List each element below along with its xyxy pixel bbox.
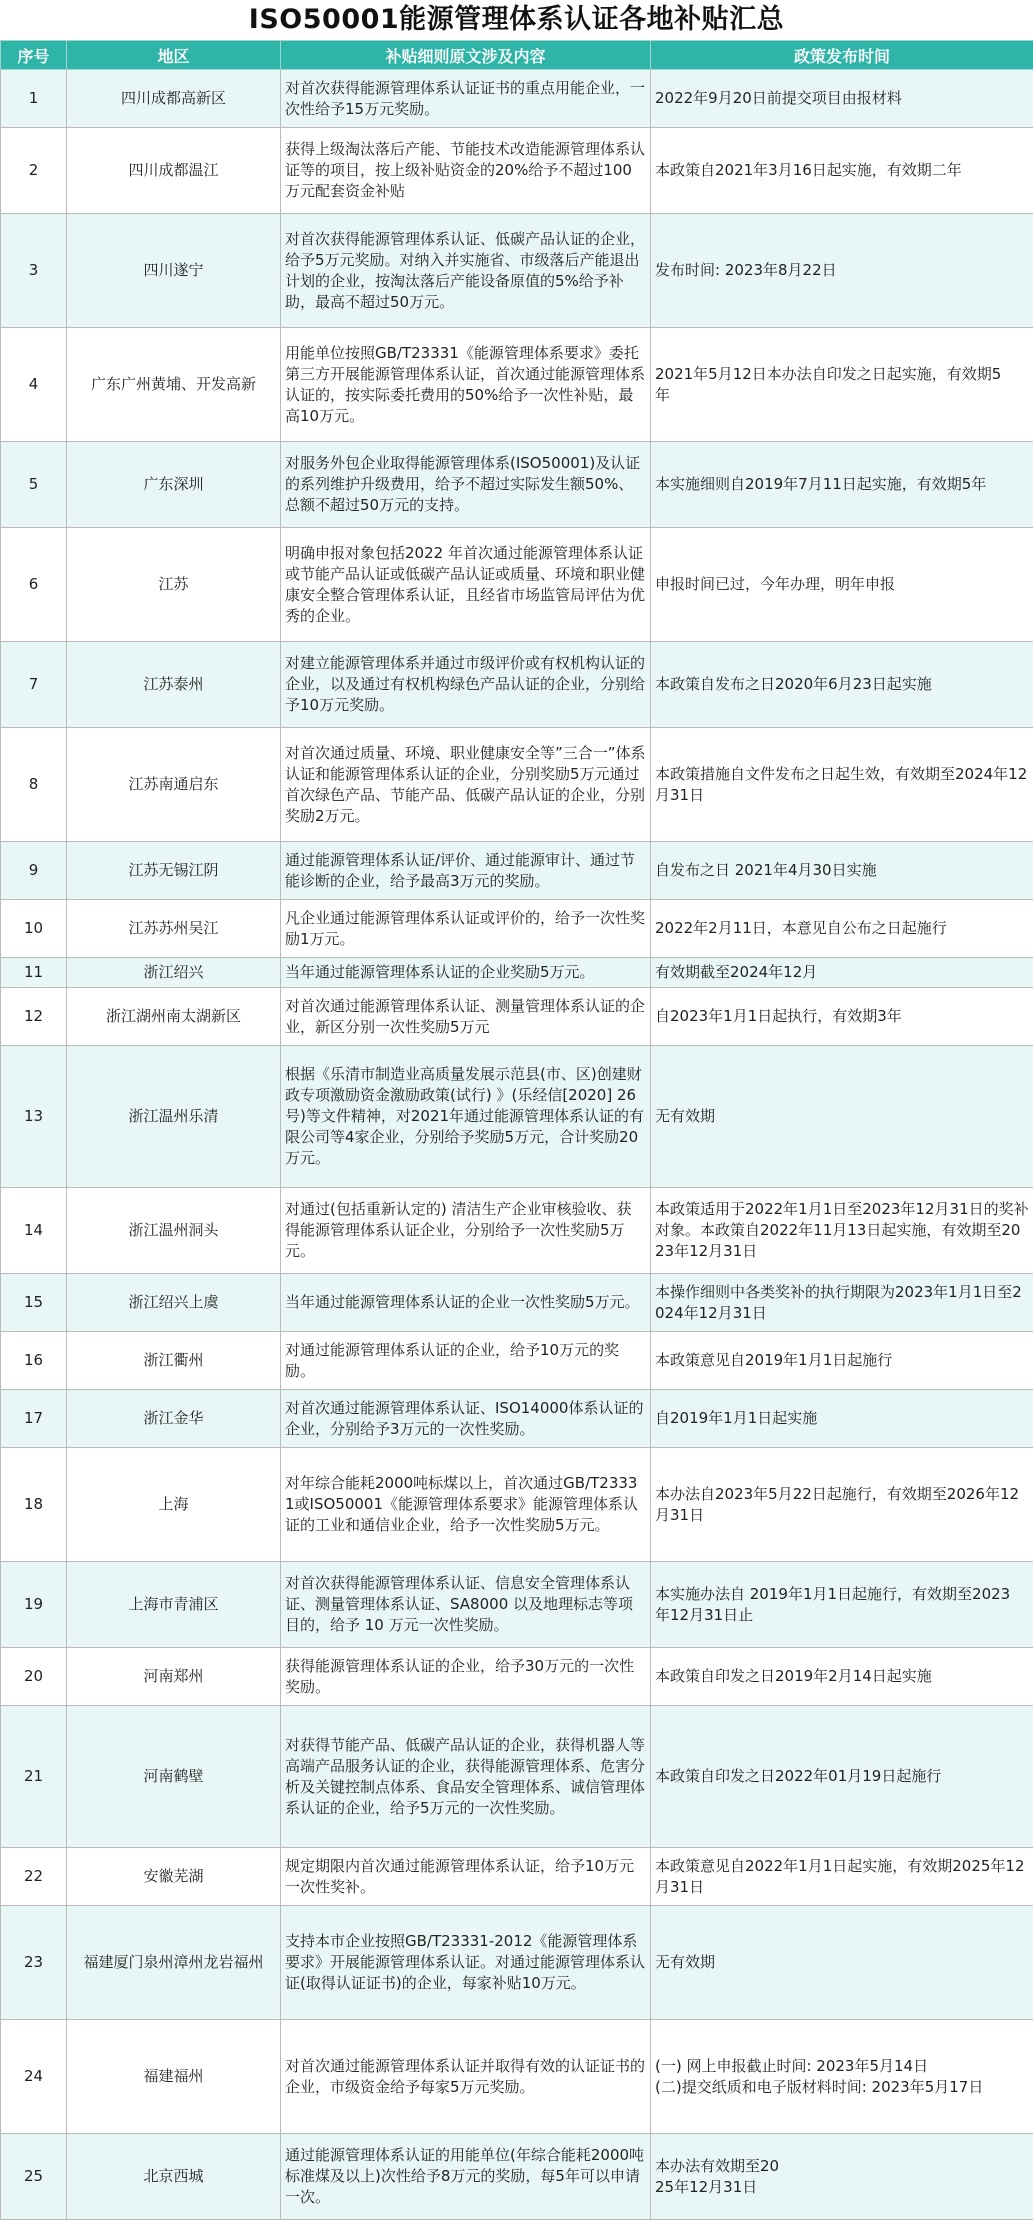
row-content: 对通过能源管理体系认证的企业，给予10万元的奖励。 — [281, 1332, 651, 1390]
row-region: 四川成都温江 — [67, 128, 281, 214]
table-row — [1, 642, 1033, 728]
row-region: 浙江衢州 — [67, 1332, 281, 1390]
row-number: 6 — [1, 528, 67, 642]
row-region: 河南鹤壁 — [67, 1706, 281, 1848]
row-time: 本办法自2023年5月22日起施行，有效期至2026年12月31日 — [651, 1448, 1033, 1562]
row-region: 浙江温州洞头 — [67, 1188, 281, 1274]
row-content: 对获得节能产品、低碳产品认证的企业，获得机器人等高端产品服务认证的企业，获得能源管理体系、危害分析及关键控制点体系、食品安全管理体系、诚信管理体系认证的企业，给予5万元的一次性奖励。 — [281, 1706, 651, 1848]
table-row — [1, 842, 1033, 900]
row-content: 对首次通过能源管理体系认证、ISO14000体系认证的企业，分别给予3万元的一次性奖励。 — [281, 1390, 651, 1448]
row-time: 2022年9月20日前提交项目由报材料 — [651, 70, 1033, 128]
row-region: 江苏泰州 — [67, 642, 281, 728]
row-time: 发布时间: 2023年8月22日 — [651, 214, 1033, 328]
row-content: 对首次获得能源管理体系认证证书的重点用能企业，一次性给予15万元奖励。 — [281, 70, 651, 128]
table-row — [1, 1562, 1033, 1648]
row-number: 7 — [1, 642, 67, 728]
row-region: 浙江绍兴上虞 — [67, 1274, 281, 1332]
row-content: 对服务外包企业取得能源管理体系(ISO50001)及认证的系列维护升级费用，给予不超过实际发生额50%、总额不超过50万元的支持。 — [281, 442, 651, 528]
table-row — [1, 1332, 1033, 1390]
table-row — [1, 528, 1033, 642]
row-content: 对首次获得能源管理体系认证、信息安全管理体系认证、测量管理体系认证、SA8000 以及地理标志等项目的，给予 10 万元一次性奖励。 — [281, 1562, 651, 1648]
row-region: 安徽芜湖 — [67, 1848, 281, 1906]
row-content: 根据《乐清市制造业高质量发展示范县(市、区)创建财政专项激励资金激励政策(试行) 》(乐经信[2020] 26 号)等文件精神，对2021年通过能源管理体系认证的有限公司等4家企业，分别给予奖励5万元，合计奖励20万元。 — [281, 1046, 651, 1188]
header-time: 政策发布时间 — [651, 41, 1033, 70]
row-time: 申报时间已过，今年办理，明年申报 — [651, 528, 1033, 642]
row-time: 本政策意见自2022年1月1日起实施，有效期2025年12月31日 — [651, 1848, 1033, 1906]
table-row — [1, 728, 1033, 842]
row-time: 自2023年1月1日起执行，有效期3年 — [651, 988, 1033, 1046]
row-region: 广东广州黄埔、开发高新 — [67, 328, 281, 442]
row-region: 江苏无锡江阴 — [67, 842, 281, 900]
row-region: 浙江温州乐清 — [67, 1046, 281, 1188]
row-time: 本实施办法自 2019年1月1日起施行，有效期至2023 年12月31日止 — [651, 1562, 1033, 1648]
row-content: 获得能源管理体系认证的企业，给予30万元的一次性奖励。 — [281, 1648, 651, 1706]
row-number: 4 — [1, 328, 67, 442]
row-number: 8 — [1, 728, 67, 842]
row-region: 江苏南通启东 — [67, 728, 281, 842]
row-number: 17 — [1, 1390, 67, 1448]
row-region: 四川成都高新区 — [67, 70, 281, 128]
row-number: 18 — [1, 1448, 67, 1562]
row-time: 本政策适用于2022年1月1日至2023年12月31日的奖补对象。本政策自2022年11月13日起实施，有效期至2023年12月31日 — [651, 1188, 1033, 1274]
header-number: 序号 — [1, 41, 67, 70]
row-time: 本政策意见自2019年1月1日起施行 — [651, 1332, 1033, 1390]
row-content: 当年通过能源管理体系认证的企业奖励5万元。 — [281, 958, 651, 988]
row-number: 19 — [1, 1562, 67, 1648]
row-content: 用能单位按照GB/T23331《能源管理体系要求》委托第三方开展能源管理体系认证，首次通过能源管理体系认证的，按实际委托费用的50%给予一次性补贴，最高10万元。 — [281, 328, 651, 442]
table-row — [1, 70, 1033, 128]
table-row — [1, 1448, 1033, 1562]
row-content: 获得上级淘汰落后产能、节能技术改造能源管理体系认证等的项目，按上级补贴资金的20%给予不超过100万元配套资金补贴 — [281, 128, 651, 214]
table-row — [1, 1390, 1033, 1448]
page-title: ISO50001能源管理体系认证各地补贴汇总 — [0, 0, 1033, 40]
row-time: (一) 网上申报截止时间: 2023年5月14日 (二)提交纸质和电子版材料时间: 2023年5月17日 — [651, 2020, 1033, 2134]
table-row — [1, 1274, 1033, 1332]
row-region: 浙江金华 — [67, 1390, 281, 1448]
row-content: 规定期限内首次通过能源管理体系认证，给予10万元一次性奖补。 — [281, 1848, 651, 1906]
row-region: 上海 — [67, 1448, 281, 1562]
row-time: 2021年5月12日本办法自印发之日起实施，有效期5 年 — [651, 328, 1033, 442]
row-number: 1 — [1, 70, 67, 128]
table-row — [1, 1648, 1033, 1706]
row-time: 本政策自印发之日2022年01月19日起施行 — [651, 1706, 1033, 1848]
row-content: 明确申报对象包括2022 年首次通过能源管理体系认证或节能产品认证或低碳产品认证或质量、环境和职业健康安全整合管理体系认证，且经省市场监管局评估为优秀的企业。 — [281, 528, 651, 642]
row-content: 支持本市企业按照GB/T23331-2012《能源管理体系要求》开展能源管理体系认证。对通过能源管理体系认证(取得认证证书)的企业，每家补贴10万元。 — [281, 1906, 651, 2020]
row-content: 对首次获得能源管理体系认证、低碳产品认证的企业，给予5万元奖励。对纳入并实施省、市级落后产能退出计划的企业，按淘汰落后产能设备原值的5%给予补助，最高不超过50万元。 — [281, 214, 651, 328]
header-content: 补贴细则原文涉及内容 — [281, 41, 651, 70]
row-content: 对首次通过能源管理体系认证并取得有效的认证证书的企业，市级资金给予每家5万元奖励。 — [281, 2020, 651, 2134]
row-content: 通过能源管理体系认证/评价、通过能源审计、通过节能诊断的企业，给予最高3万元的奖励。 — [281, 842, 651, 900]
row-region: 浙江绍兴 — [67, 958, 281, 988]
row-region: 四川遂宁 — [67, 214, 281, 328]
row-region: 江苏 — [67, 528, 281, 642]
row-number: 9 — [1, 842, 67, 900]
row-content: 对年综合能耗2000吨标煤以上，首次通过GB/T23331或ISO50001《能源管理体系要求》能源管理体系认证的工业和通信业企业，给予一次性奖励5万元。 — [281, 1448, 651, 1562]
table-row — [1, 2134, 1033, 2220]
row-number: 12 — [1, 988, 67, 1046]
header-row — [1, 41, 1033, 70]
table-body — [1, 70, 1033, 2220]
row-time: 本操作细则中各类奖补的执行期限为2023年1月1日至2024年12月31日 — [651, 1274, 1033, 1332]
row-number: 16 — [1, 1332, 67, 1390]
row-region: 河南郑州 — [67, 1648, 281, 1706]
row-time: 本政策自2021年3月16日起实施，有效期二年 — [651, 128, 1033, 214]
row-number: 15 — [1, 1274, 67, 1332]
table-row — [1, 1046, 1033, 1188]
row-number: 21 — [1, 1706, 67, 1848]
table-row — [1, 214, 1033, 328]
row-time: 本政策自印发之日2019年2月14日起实施 — [651, 1648, 1033, 1706]
table-row — [1, 128, 1033, 214]
row-number: 2 — [1, 128, 67, 214]
row-time: 本办法有效期至20 25年12月31日 — [651, 2134, 1033, 2220]
row-time: 2022年2月11日，本意见自公布之日起施行 — [651, 900, 1033, 958]
header-region: 地区 — [67, 41, 281, 70]
table-row — [1, 2020, 1033, 2134]
table-row — [1, 958, 1033, 988]
row-region: 福建福州 — [67, 2020, 281, 2134]
row-number: 23 — [1, 1906, 67, 2020]
table-row — [1, 1706, 1033, 1848]
row-region: 浙江湖州南太湖新区 — [67, 988, 281, 1046]
row-content: 对首次通过质量、环境、职业健康安全等”三合一”体系认证和能源管理体系认证的企业，分别奖励5万元通过首次绿色产品、节能产品、低碳产品认证的企业，分别奖励2万元。 — [281, 728, 651, 842]
row-number: 24 — [1, 2020, 67, 2134]
subsidy-table — [0, 40, 1033, 2220]
row-time: 无有效期 — [651, 1906, 1033, 2020]
table-row — [1, 1906, 1033, 2020]
row-region: 上海市青浦区 — [67, 1562, 281, 1648]
row-time: 本政策措施自文件发布之日起生效，有效期至2024年12月31日 — [651, 728, 1033, 842]
row-time: 本实施细则自2019年7月11日起实施，有效期5年 — [651, 442, 1033, 528]
row-time: 本政策自发布之日2020年6月23日起实施 — [651, 642, 1033, 728]
table-row — [1, 328, 1033, 442]
table-row — [1, 900, 1033, 958]
row-number: 10 — [1, 900, 67, 958]
table-row — [1, 1188, 1033, 1274]
table-row — [1, 442, 1033, 528]
row-region: 江苏苏州吴江 — [67, 900, 281, 958]
row-number: 20 — [1, 1648, 67, 1706]
row-region: 福建厦门泉州漳州龙岩福州 — [67, 1906, 281, 2020]
row-number: 13 — [1, 1046, 67, 1188]
row-time: 有效期截至2024年12月 — [651, 958, 1033, 988]
table-row — [1, 1848, 1033, 1906]
row-number: 11 — [1, 958, 67, 988]
row-number: 3 — [1, 214, 67, 328]
row-content: 通过能源管理体系认证的用能单位(年综合能耗2000吨标准煤及以上)次性给予8万元的奖励，每5年可以申请一次。 — [281, 2134, 651, 2220]
table-row — [1, 988, 1033, 1046]
row-time: 无有效期 — [651, 1046, 1033, 1188]
row-number: 25 — [1, 2134, 67, 2220]
table-header — [1, 41, 1033, 70]
row-time: 自2019年1月1日起实施 — [651, 1390, 1033, 1448]
row-content: 对通过(包括重新认定的) 清洁生产企业审核验收、获得能源管理体系认证企业，分别给予一次性奖励5万元。 — [281, 1188, 651, 1274]
row-time: 自发布之日 2021年4月30日实施 — [651, 842, 1033, 900]
row-number: 5 — [1, 442, 67, 528]
row-region: 北京西城 — [67, 2134, 281, 2220]
row-content: 凡企业通过能源管理体系认证或评价的，给予一次性奖励1万元。 — [281, 900, 651, 958]
row-region: 广东深圳 — [67, 442, 281, 528]
row-content: 对首次通过能源管理体系认证、测量管理体系认证的企业，新区分别一次性奖励5万元 — [281, 988, 651, 1046]
row-number: 22 — [1, 1848, 67, 1906]
row-content: 对建立能源管理体系并通过市级评价或有权机构认证的企业，以及通过有权机构绿色产品认证的企业，分别给予10万元奖励。 — [281, 642, 651, 728]
row-number: 14 — [1, 1188, 67, 1274]
row-content: 当年通过能源管理体系认证的企业一次性奖励5万元。 — [281, 1274, 651, 1332]
